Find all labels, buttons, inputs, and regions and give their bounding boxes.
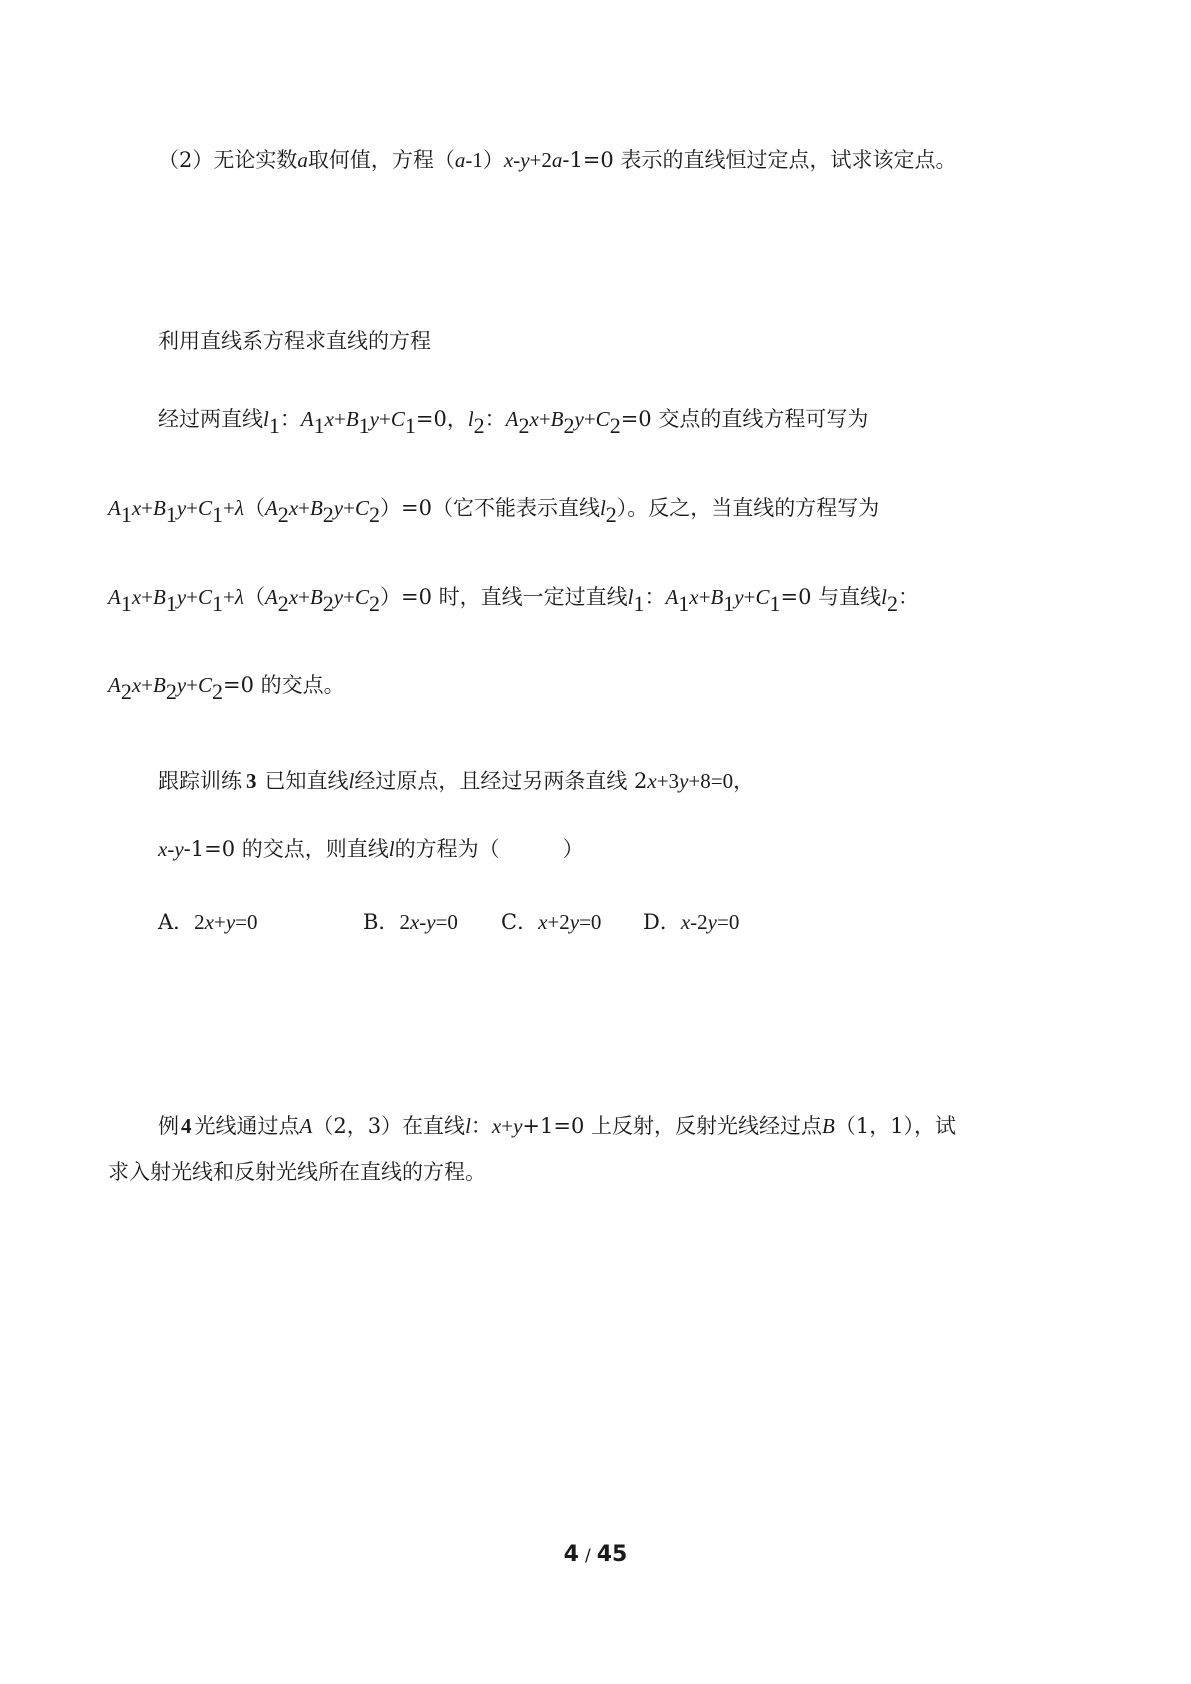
subscript: 2	[277, 591, 289, 616]
text: -1=0 的交点，则直线	[183, 837, 389, 861]
example-4: 例4 光线通过点A（2，3）在直线l：x+y+1=0 上反射，反射光线经过点B（1，1），试	[158, 1114, 957, 1138]
subscript: 2	[368, 591, 380, 616]
var: B	[153, 673, 166, 697]
var: λ	[234, 496, 244, 520]
subscript: 2	[609, 413, 621, 438]
text: ）=0（它不能表示直线	[379, 496, 600, 520]
page-number	[0, 1542, 1191, 1567]
option-letter: B．	[363, 910, 400, 934]
subscript: 2	[322, 591, 334, 616]
var: C	[198, 673, 213, 697]
subscript: 2	[322, 502, 334, 527]
var: l	[467, 407, 474, 431]
var: C	[755, 585, 770, 609]
subscript: 2	[563, 413, 575, 438]
var: y	[174, 837, 184, 861]
text: ）。反之，当直线的方程写为	[616, 496, 880, 520]
var: y	[333, 585, 344, 609]
subscript: 1	[633, 591, 645, 616]
var: l	[627, 585, 634, 609]
var: y	[734, 585, 744, 609]
subscript: 1	[678, 591, 690, 616]
text: ：	[470, 1114, 492, 1138]
var: B	[822, 1114, 835, 1138]
var: y	[679, 769, 689, 793]
var: A	[108, 496, 121, 520]
text: =0，	[415, 407, 468, 431]
var: A	[299, 1114, 313, 1138]
var: y	[574, 407, 584, 431]
text: ）=0 时，直线一定过直线	[379, 585, 628, 609]
practice-label: 跟踪训练	[158, 769, 242, 793]
var: y	[333, 496, 344, 520]
var: l	[881, 585, 887, 609]
var: a	[297, 148, 308, 172]
subscript: 2	[212, 679, 224, 704]
var: x	[324, 407, 334, 431]
subscript: 1	[120, 502, 132, 527]
var: l	[465, 1114, 471, 1138]
var: l	[388, 837, 395, 861]
text: -1=0 表示的直线恒过定点，试求该定点。	[562, 148, 957, 172]
text: （2）无论实数	[158, 148, 298, 172]
text: =0 与直线	[780, 585, 882, 609]
text: 已知直线	[264, 769, 349, 793]
var: a	[454, 148, 466, 172]
var: C	[198, 585, 213, 609]
line-system-eq-3: A2x+B2y+C2=0 的交点。	[108, 670, 345, 700]
subscript: 1	[165, 502, 177, 527]
practice-number: 3	[246, 769, 257, 793]
page-total: 45	[596, 1542, 628, 1567]
text: 经过原点，且经过另两条直线 2	[354, 769, 648, 793]
option-d[interactable]: D．x-2y=0	[643, 910, 740, 934]
var: A	[665, 585, 679, 609]
text: ：	[484, 407, 506, 431]
option-letter: D．	[643, 910, 681, 934]
var: x	[158, 837, 168, 861]
var: y	[176, 673, 187, 697]
text: +8=0，	[688, 769, 755, 793]
text: -1）	[465, 148, 504, 172]
var: A	[505, 407, 519, 431]
text: ：	[279, 407, 301, 431]
line-system-eq: A1x+B1y+C1+λ（A2x+B2y+C2）=0（它不能表示直线l2）。反之，当直线的方程写为	[108, 493, 879, 523]
var: l	[599, 496, 606, 520]
var: λ	[234, 585, 244, 609]
var: B	[309, 496, 323, 520]
var: B	[710, 585, 724, 609]
text: ：	[644, 585, 666, 609]
option-b[interactable]: B．2x-y=0	[363, 910, 458, 934]
subscript: 2	[605, 502, 617, 527]
subscript: 1	[358, 413, 370, 438]
var: A	[108, 673, 121, 697]
section-title: 利用直线系方程求直线的方程	[158, 329, 431, 353]
text: 光线通过点	[194, 1114, 300, 1138]
option-letter: C．	[501, 910, 539, 934]
var: x	[288, 496, 299, 520]
option-a[interactable]: A．2x+y=0	[158, 910, 258, 934]
var: C	[595, 407, 610, 431]
subscript: 2	[277, 502, 289, 527]
var: x	[529, 407, 539, 431]
var: B	[309, 585, 323, 609]
var: C	[354, 496, 369, 520]
subscript: 2	[120, 679, 132, 704]
var: x	[131, 673, 142, 697]
subscript: 2	[165, 679, 177, 704]
subscript: 2	[518, 413, 530, 438]
var: A	[264, 496, 278, 520]
var: a	[551, 148, 563, 172]
practice-3	[158, 766, 754, 796]
subscript: 1	[268, 413, 280, 438]
question-2	[158, 145, 956, 175]
subscript: 1	[212, 591, 224, 616]
var: A	[108, 585, 121, 609]
option-letter: A．	[158, 910, 195, 934]
subscript: 1	[120, 591, 132, 616]
var: y	[176, 585, 187, 609]
var: l	[348, 769, 355, 793]
var: l	[263, 407, 269, 431]
text: +3	[656, 769, 680, 793]
text: =0 交点的直线方程可写为	[620, 407, 869, 431]
text: （2，3）在直线	[312, 1114, 466, 1138]
practice-3-line-2: x-y-1=0 的交点，则直线l的方程为（ ）	[158, 837, 584, 861]
var: x	[503, 148, 514, 172]
text: ：	[897, 585, 919, 609]
subscript: 1	[313, 413, 325, 438]
text: 取何值，方程（	[307, 148, 455, 172]
text: =0 的交点。	[223, 673, 345, 697]
subscript: 1	[165, 591, 177, 616]
var: B	[345, 407, 359, 431]
subscript: 2	[368, 502, 380, 527]
text: -	[513, 148, 521, 172]
var: y	[369, 407, 379, 431]
intro-line: 经过两直线l1：A1x+B1y+C1=0，l2：A2x+B2y+C2=0 交点的直线方程可写为	[158, 404, 868, 434]
text: +2	[529, 148, 552, 172]
var: B	[153, 496, 166, 520]
example-number: 4	[181, 1114, 192, 1138]
example-4-line-2: 求入射光线和反射光线所在直线的方程。	[108, 1160, 486, 1184]
var: x	[288, 585, 299, 609]
page-current: 4	[563, 1542, 579, 1567]
answer-options	[158, 907, 739, 937]
subscript: 1	[212, 502, 224, 527]
subscript: 1	[404, 413, 416, 438]
subscript: 2	[886, 591, 898, 616]
var: C	[390, 407, 405, 431]
var: y	[176, 496, 187, 520]
var: C	[354, 585, 369, 609]
page-separator: /	[584, 1546, 591, 1566]
subscript: 1	[769, 591, 781, 616]
subscript: 2	[473, 413, 485, 438]
text: （1，1），试	[834, 1114, 957, 1138]
var: C	[198, 496, 213, 520]
var: x	[647, 769, 657, 793]
var: y	[520, 148, 530, 172]
example-label: 例	[158, 1114, 179, 1138]
var: B	[550, 407, 564, 431]
var: B	[153, 585, 166, 609]
subscript: 1	[723, 591, 735, 616]
var: x	[131, 496, 142, 520]
line-system-eq-2: A1x+B1y+C1+λ（A2x+B2y+C2）=0 时，直线一定过直线l1：A1x+B1y+C1=0 与直线l2：	[108, 582, 919, 612]
text: 的方程为（ ）	[394, 837, 584, 861]
var: A	[300, 407, 314, 431]
var: A	[264, 585, 278, 609]
var: x	[131, 585, 142, 609]
text: 经过两直线	[158, 407, 263, 431]
var: x	[689, 585, 699, 609]
option-c[interactable]: C．x+2y=0	[501, 910, 602, 934]
text: +1=0 上反射，反射光线经过点	[522, 1114, 822, 1138]
